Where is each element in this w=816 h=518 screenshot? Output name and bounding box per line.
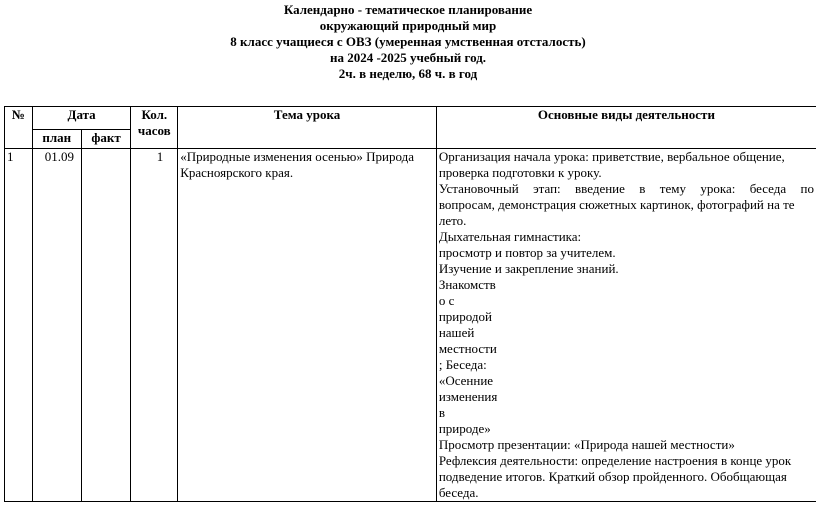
activity-line: природе» — [438, 421, 491, 436]
activity-line: Дыхательная гимнастика: — [438, 229, 582, 244]
activity-line: Изучение и закрепление знаний. — [438, 261, 619, 276]
header-topic: Тема урока — [178, 107, 437, 149]
header-hours — [131, 107, 178, 149]
heading-subject: окружающий природный мир — [319, 18, 497, 33]
document-heading — [0, 2, 816, 82]
lesson-plan-table — [4, 106, 816, 502]
activity-line: беседа. — [438, 485, 479, 500]
row-number: 1 — [5, 149, 33, 502]
activity-line: подведение итогов. Краткий обзор пройденного. Обобщающая — [438, 469, 787, 484]
header-number: № — [5, 107, 33, 149]
row-hours: 1 — [131, 149, 178, 502]
activity-line: просмотр и повтор за учителем. — [438, 245, 616, 260]
header-hours-line1: Кол. — [141, 107, 168, 122]
row-fact-date — [81, 149, 131, 502]
table-header-row — [5, 107, 816, 130]
activity-line: Просмотр презентации: «Природа нашей местности» — [438, 437, 735, 452]
activity-line: Установочный этап: введение в тему урока: беседа по — [438, 181, 814, 196]
activity-line: проверка подготовки к уроку. — [438, 165, 602, 180]
row-plan-date: 01.09 — [32, 149, 81, 502]
activity-line: вопросам, демонстрация сюжетных картинок, фотографий на те — [438, 197, 795, 212]
header-activities: Основные виды деятельности — [436, 107, 816, 149]
row-topic: «Природные изменения осенью» Природа Красноярского края. — [178, 149, 437, 502]
activity-line: о с — [438, 293, 455, 308]
header-plan: план — [32, 130, 81, 149]
activity-line: лето. — [438, 213, 467, 228]
row-activities — [436, 149, 816, 502]
activity-line: Организация начала урока: приветствие, вербальное общение, — [438, 149, 785, 164]
activity-line: природой — [438, 309, 492, 324]
header-date: Дата — [32, 107, 131, 130]
table-row — [5, 149, 816, 502]
activity-line: нашей — [438, 325, 475, 340]
activity-line: местности — [438, 341, 497, 356]
activity-line: изменения — [438, 389, 498, 404]
activity-line: «Осенние — [438, 373, 494, 388]
heading-hours: 2ч. в неделю, 68 ч. в год — [338, 66, 478, 81]
activities-list — [439, 149, 814, 501]
heading-title: Календарно - тематическое планирование — [283, 2, 533, 17]
heading-class: 8 класс учащиеся с ОВЗ (умеренная умственная отсталость) — [230, 34, 586, 49]
heading-year: на 2024 -2025 учебный год. — [329, 50, 487, 65]
activity-line: в — [438, 405, 445, 420]
header-hours-line2: часов — [137, 123, 171, 138]
activity-line: ; Беседа: — [438, 357, 487, 372]
header-fact: факт — [81, 130, 131, 149]
activity-line: Рефлексия деятельности: определение настроения в конце урок — [438, 453, 792, 468]
activity-line: Знакомств — [438, 277, 496, 292]
